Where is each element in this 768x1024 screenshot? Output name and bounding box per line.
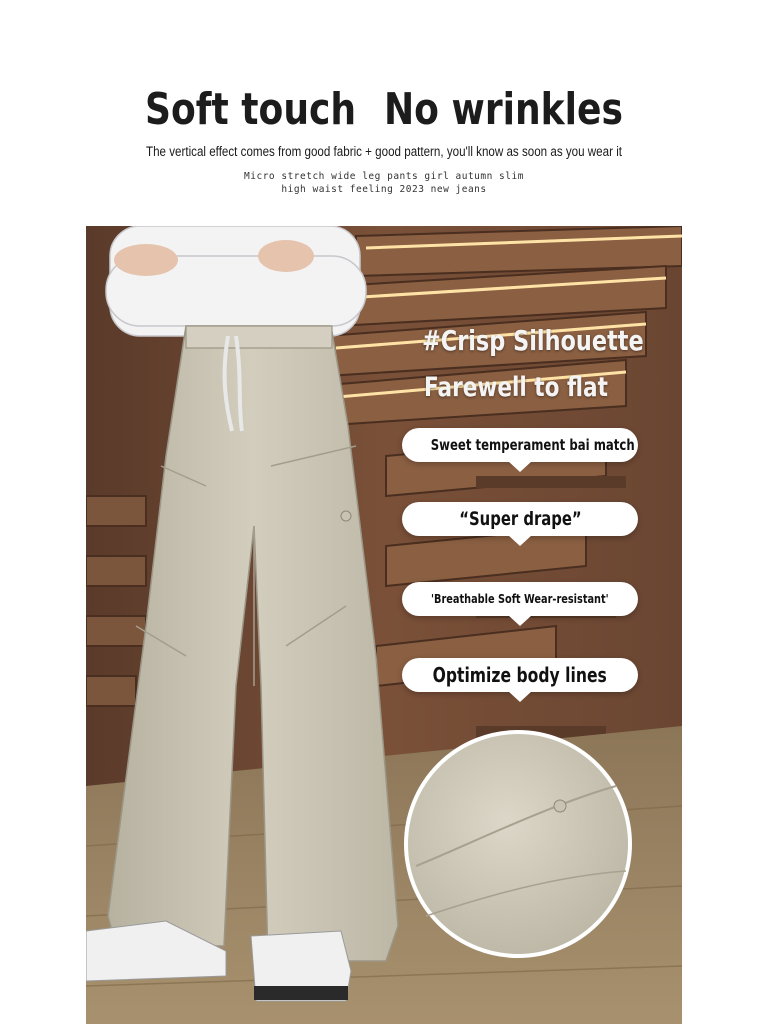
waistband xyxy=(186,326,332,348)
feature-pill-label: “Super drape” xyxy=(458,508,582,530)
overlay-title-crisp-silhouette: #Crisp Silhouette xyxy=(422,324,644,357)
pants-button xyxy=(341,511,351,521)
feature-pill-4 xyxy=(402,658,638,692)
fabric-detail-circle xyxy=(406,732,630,956)
white-top xyxy=(106,226,366,336)
product-photo xyxy=(86,226,682,1024)
feature-pill-label: 'Breathable Soft Wear-resistant' xyxy=(431,591,609,606)
tagline xyxy=(0,170,768,196)
feature-pill-3 xyxy=(402,582,638,616)
feature-pill-2 xyxy=(402,502,638,536)
headline xyxy=(69,84,699,135)
feature-pill-1 xyxy=(402,428,638,462)
overlay-title-farewell: Farewell to flat xyxy=(424,372,608,403)
feature-pill-label: Optimize body lines xyxy=(432,663,608,687)
header xyxy=(0,0,768,226)
headline-left: Soft touch xyxy=(145,84,357,135)
headline-right: No wrinkles xyxy=(383,84,623,135)
tagline-line-2: high waist feeling 2023 new jeans xyxy=(281,184,487,195)
subline: The vertical effect comes from good fabric + good pattern, you'll know as soon as you wear it xyxy=(145,144,623,159)
feature-pill-label: Sweet temperament bai match xyxy=(430,436,635,454)
tagline-line-1: Micro stretch wide leg pants girl autumn slim xyxy=(244,171,524,182)
